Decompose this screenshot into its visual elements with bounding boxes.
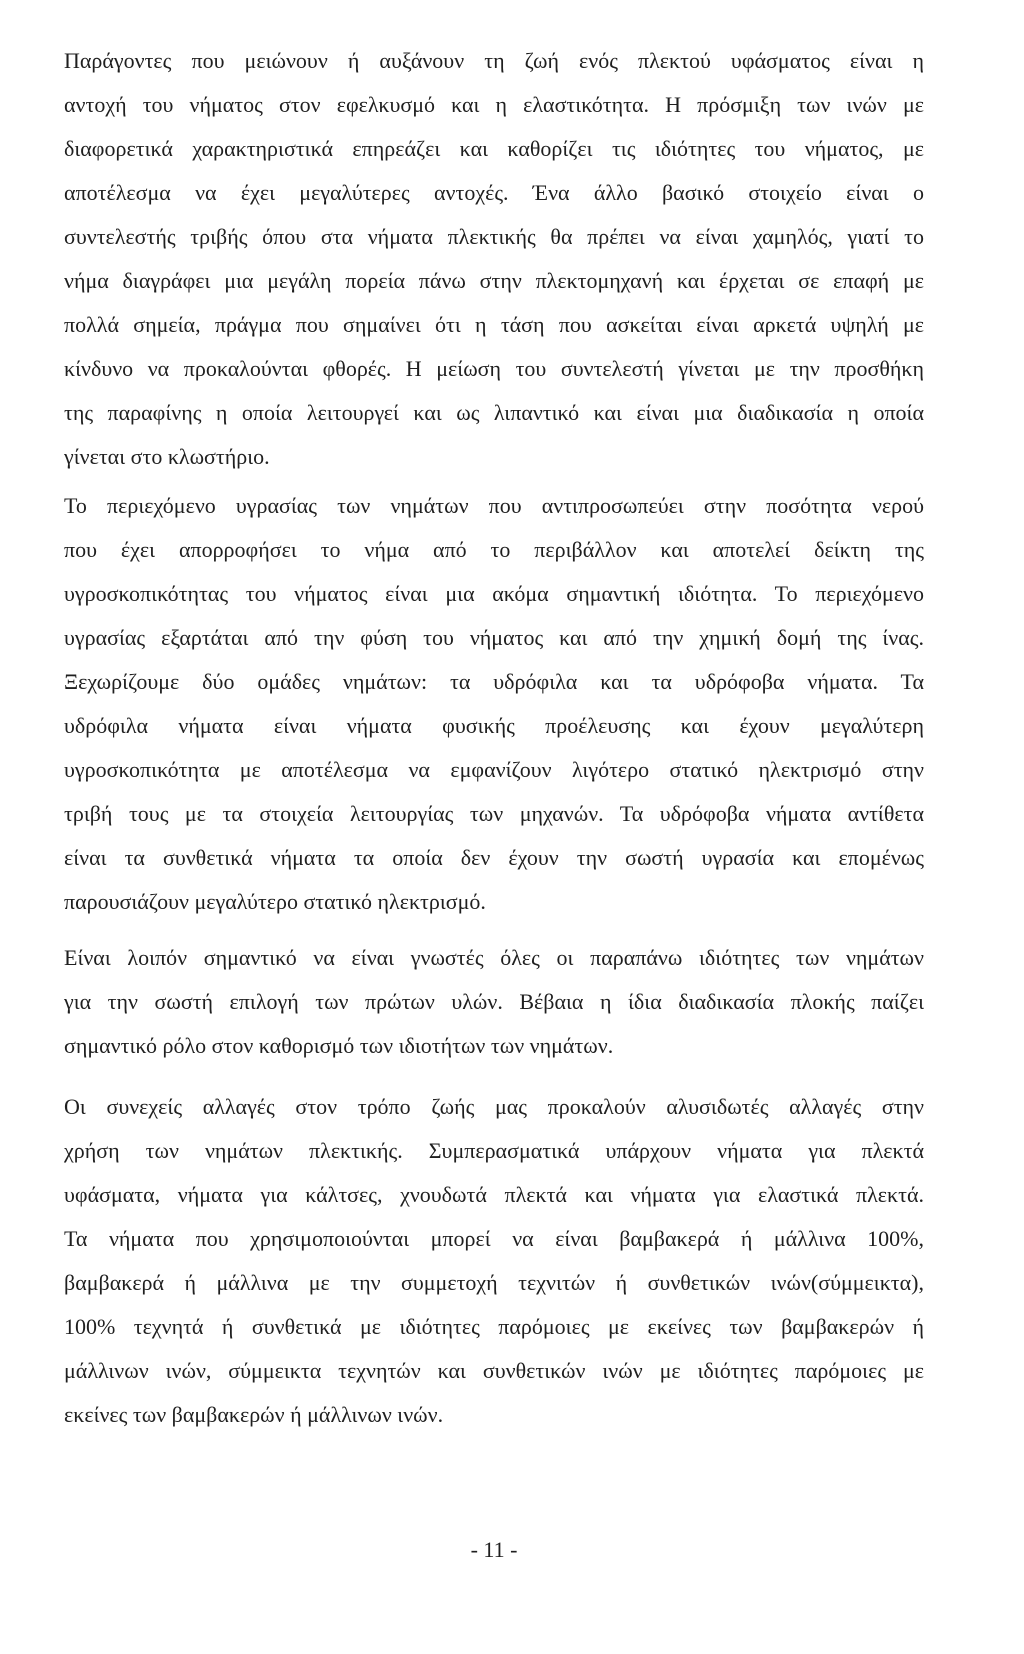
text-line: υγροσκοπικότητας του νήματος είναι μια ακόμα σημαντική ιδιότητα. Το περιεχόμενο [64,581,924,606]
text-line: είναι τα συνθετικά νήματα τα οποία δεν έχουν την σωστή υγρασία και επομένως [64,845,924,870]
text-line: αντοχή του νήματος στον εφελκυσμό και η ελαστικότητα. Η πρόσμιξη των ινών με [64,92,924,117]
text-line: υγρασίας εξαρτάται από την φύση του νήματος και από την χημική δομή της ίνας. [64,625,924,650]
text-line: χρήση των νημάτων πλεκτικής. Συμπερασματικά υπάρχουν νήματα για πλεκτά [64,1138,924,1163]
text-line: σημαντικό ρόλο στον καθορισμό των ιδιοτήτων των νημάτων. [64,1033,614,1058]
paragraph-yarn-types [64,1085,924,1437]
text-line: Το περιεχόμενο υγρασίας των νημάτων που αντιπροσωπεύει στην ποσότητα νερού [64,493,924,518]
text-line: συντελεστής τριβής όπου στα νήματα πλεκτικής θα πρέπει να είναι χαμηλός, γιατί το [64,224,924,249]
text-line: Ξεχωρίζουμε δύο ομάδες νημάτων: τα υδρόφιλα και τα υδρόφοβα νήματα. Τα [64,669,924,694]
text-line: που έχει απορροφήσει το νήμα από το περιβάλλον και αποτελεί δείκτη της [64,537,924,562]
text-line: παρουσιάζουν μεγαλύτερο στατικό ηλεκτρισμό. [64,889,486,914]
paragraph-moisture-content [64,484,924,924]
paragraph-yarn-strength-friction [64,39,924,479]
text-line: πολλά σημεία, πράγμα που σημαίνει ότι η τάση που ασκείται είναι αρκετά υψηλή με [64,312,924,337]
text-line: βαμβακερά ή μάλλινα με την συμμετοχή τεχνιτών ή συνθετικών ινών(σύμμεικτα), [64,1270,924,1295]
text-line: γίνεται στο κλωστήριο. [64,444,270,469]
text-line: Είναι λοιπόν σημαντικό να είναι γνωστές όλες οι παραπάνω ιδιότητες των νημάτων [64,945,924,970]
text-line: της παραφίνης η οποία λειτουργεί και ως λιπαντικό και είναι μια διαδικασία η οποία [64,400,924,425]
text-line: κίνδυνο να προκαλούνται φθορές. Η μείωση του συντελεστή γίνεται με την προσθήκη [64,356,924,381]
text-line: υφάσματα, νήματα για κάλτσες, χνουδωτά πλεκτά και νήματα για ελαστικά πλεκτά. [64,1182,924,1207]
text-line: αποτέλεσμα να έχει μεγαλύτερες αντοχές. Ένα άλλο βασικό στοιχείο είναι ο [64,180,924,205]
text-line: Τα νήματα που χρησιμοποιούνται μπορεί να είναι βαμβακερά ή μάλλινα 100%, [64,1226,924,1251]
text-line: Παράγοντες που μειώνουν ή αυξάνουν τη ζωή ενός πλεκτού υφάσματος είναι η [64,48,924,73]
paragraph-properties-importance [64,936,924,1068]
page-number: - 11 - [470,1537,518,1562]
document-page [64,0,924,1654]
text-line: νήμα διαγράφει μια μεγάλη πορεία πάνω στην πλεκτομηχανή και έρχεται σε επαφή με [64,268,924,293]
text-line: τριβή τους με τα στοιχεία λειτουργίας των μηχανών. Τα υδρόφοβα νήματα αντίθετα [64,801,924,826]
text-line: για την σωστή επιλογή των πρώτων υλών. Βέβαια η ίδια διαδικασία πλοκής παίζει [64,989,924,1014]
text-line: Οι συνεχείς αλλαγές στον τρόπο ζωής μας προκαλούν αλυσιδωτές αλλαγές στην [64,1094,924,1119]
text-line: μάλλινων ινών, σύμμεικτα τεχνητών και συνθετικών ινών με ιδιότητες παρόμοιες με [64,1358,924,1383]
text-line: υγροσκοπικότητα με αποτέλεσμα να εμφανίζουν λιγότερο στατικό ηλεκτρισμό στην [64,757,924,782]
text-line: 100% τεχνητά ή συνθετικά με ιδιότητες παρόμοιες με εκείνες των βαμβακερών ή [64,1314,924,1339]
text-line: διαφορετικά χαρακτηριστικά επηρεάζει και καθορίζει τις ιδιότητες του νήματος, με [64,136,924,161]
text-line: υδρόφιλα νήματα είναι νήματα φυσικής προέλευσης και έχουν μεγαλύτερη [64,713,924,738]
text-line: εκείνες των βαμβακερών ή μάλλινων ινών. [64,1402,444,1427]
